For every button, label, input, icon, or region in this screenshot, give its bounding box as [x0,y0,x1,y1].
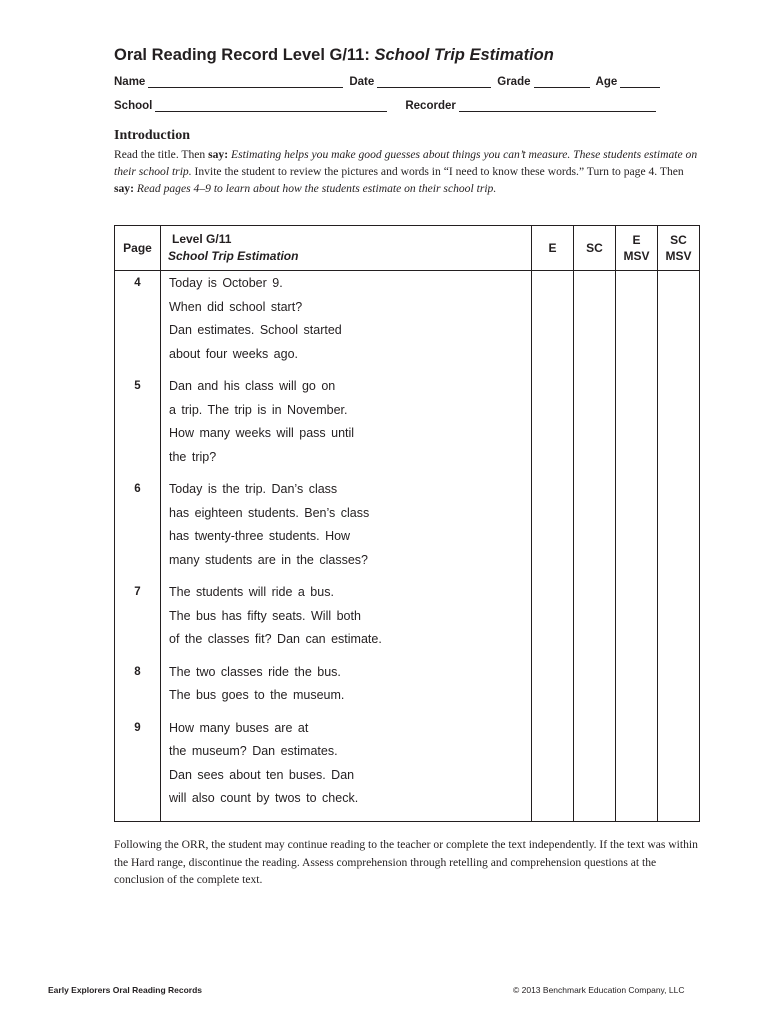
page-header: Page [115,226,161,271]
sc-header: SC [574,226,616,271]
level-header [161,226,532,271]
passage-line: How many weeks will pass until [169,426,355,440]
footer-copyright: © 2013 Benchmark Education Company, LLC [513,985,685,995]
school-field[interactable] [114,100,387,112]
date-line[interactable] [377,76,491,88]
date-label: Date [349,76,375,88]
student-fields-row [114,76,666,88]
passage-line: Today is the trip. Dan’s class [169,482,338,496]
sc-column[interactable] [574,271,616,822]
e-msv-bottom: MSV [623,249,650,263]
age-field[interactable] [596,76,661,88]
footer-series: Early Explorers Oral Reading Records [48,985,203,995]
school-label: School [114,100,153,112]
passage-paragraph [161,478,531,572]
passage-line: the museum? Dan estimates. [169,744,338,758]
passage-line: many students are in the classes? [169,552,368,567]
passage-line: Dan sees about ten buses. Dan [169,767,355,782]
school-fields-row [114,100,662,112]
passage-line: the trip? [169,449,217,464]
passage-line: has eighteen students. Ben’s class [169,505,370,520]
page-number: 9 [134,721,141,734]
passage-paragraph [161,661,531,708]
e-msv-column[interactable] [616,271,658,822]
sc-msv-header [658,226,700,271]
sc-msv-column[interactable] [658,271,700,822]
passage-paragraph [161,581,531,652]
intro-say-1: say: [208,148,229,161]
e-column[interactable] [532,271,574,822]
passage-line: The students will ride a bus. [169,585,334,599]
passage-line: of the classes fit? Dan can estimate. [169,632,382,646]
grade-line[interactable] [534,76,590,88]
passage-line: Dan estimates. School started [169,323,342,337]
page-title [114,46,554,65]
page-number: 6 [134,483,141,495]
intro-say-2: say: [114,182,134,195]
sc-msv-top: SC [670,233,687,247]
passage-paragraph [161,717,531,811]
table-body-row [115,271,700,822]
book-label: School Trip Estimation [168,249,299,263]
school-line[interactable] [155,100,387,112]
page-number-group [115,717,160,811]
passage-line: a trip. The trip is in November. [169,402,348,417]
intro-read: Read the title. Then [114,148,209,161]
title-book: School Trip Estimation [374,46,554,64]
e-msv-header [616,226,658,271]
passage-line: The bus goes to the museum. [169,688,345,702]
page-number-group [115,581,160,652]
sc-msv-bottom: MSV [665,249,692,263]
oral-reading-table [114,225,700,822]
page-number-group [115,272,160,366]
e-header: E [532,226,574,271]
introduction-heading: Introduction [114,128,190,143]
intro-prompt-1: Estimating helps you make good guesses about things you can’t measure. These students estimate on their school trip. [114,148,698,178]
page-number-group [115,478,160,572]
passage-line: will also count by twos to check. [169,791,359,805]
after-reading-instructions: Following the ORR, the student may continue reading to the teacher or complete the text independently. If the text was within the Hard range, discontinue the reading. Assess comprehension through retelling and comprehension questions at the conclusion of the complete text. [114,838,698,886]
page-column [115,271,161,822]
table-header-row [115,226,700,271]
page-number-group [115,375,160,469]
passage-line: The bus has fifty seats. Will both [169,608,361,623]
name-label: Name [114,76,146,88]
level-label: Level G/11 [172,232,232,246]
age-line[interactable] [620,76,660,88]
grade-field[interactable] [497,76,589,88]
intro-invite: Invite the student to review the pictures and words in “I need to know these words.” Turn to page 4. Then [191,165,684,178]
passage-line: has twenty-three students. How [169,529,351,543]
date-field[interactable] [349,76,491,88]
recorder-line[interactable] [459,100,656,112]
passage-line: How many buses are at [169,720,309,735]
passage-line: When did school start? [169,299,303,314]
title-prefix: Oral Reading Record Level G/11: [114,46,375,64]
recorder-label: Recorder [405,100,456,112]
passage-line: Today is October 9. [169,276,283,290]
name-line[interactable] [148,76,343,88]
passage-line: The two classes ride the bus. [169,664,341,679]
name-field[interactable] [114,76,343,88]
age-label: Age [595,76,618,88]
recorder-field[interactable] [405,100,656,112]
passage-paragraph [161,375,531,469]
page-number: 4 [134,277,141,289]
page-number-group [115,661,160,708]
e-msv-top: E [632,233,641,247]
page-number: 8 [134,665,141,678]
passage-line: Dan and his class will go on [169,379,336,393]
text-column [161,271,532,822]
grade-label: Grade [497,76,531,88]
passage-line: about four weeks ago. [169,346,298,361]
passage-paragraph [161,272,531,366]
page-number: 7 [134,586,141,598]
introduction-text [114,146,700,197]
intro-prompt-2: Read pages 4–9 to learn about how the students estimate on their school trip. [133,182,497,195]
page-number: 5 [134,380,141,392]
